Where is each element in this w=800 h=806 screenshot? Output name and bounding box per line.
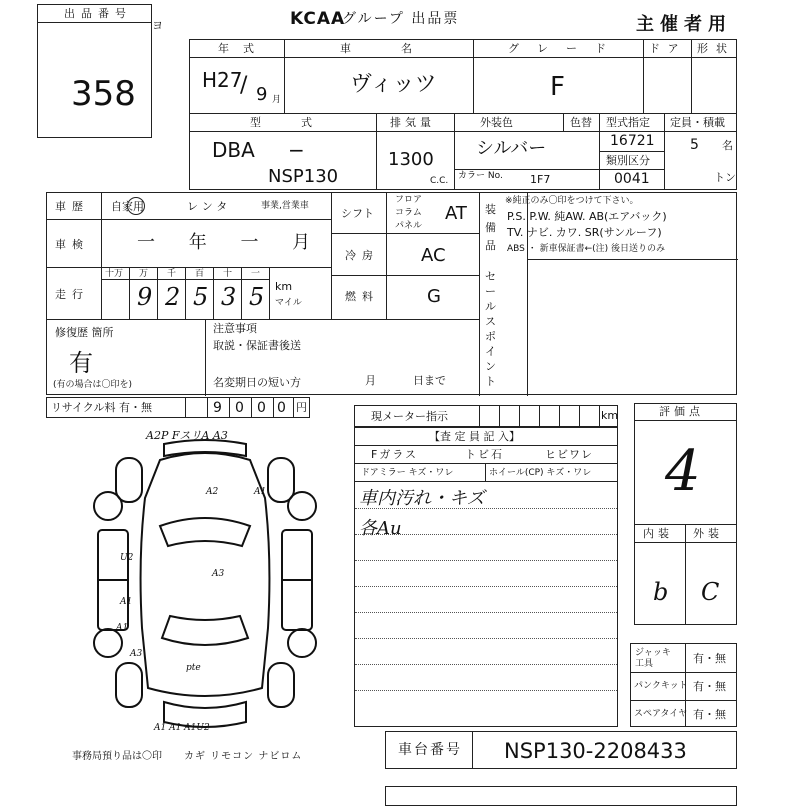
exterior-score: C bbox=[701, 578, 720, 606]
repair-note: (有の場合は〇印を) bbox=[53, 380, 133, 390]
ac-label: 冷房 bbox=[345, 249, 379, 262]
digit-label-3: 百 bbox=[195, 269, 205, 279]
score-label: 評価点 bbox=[659, 405, 704, 418]
digit-label-2: 千 bbox=[167, 269, 177, 279]
inspector-comment-2: 各Au bbox=[359, 518, 402, 539]
name-header: 車名 bbox=[340, 42, 462, 55]
inspector-mirror: ドアミラー キズ・ワレ bbox=[361, 468, 454, 478]
tool-spare-value: 有・無 bbox=[693, 708, 726, 721]
reg-change-label: 名変期日の短い方 bbox=[213, 376, 301, 389]
history-label: 車歴 bbox=[55, 200, 89, 213]
equipment-line-3: ABS ・ 新車保証書←(注) 後日送りのみ bbox=[507, 244, 666, 254]
car-diagram bbox=[90, 429, 320, 738]
history-own-use: 自家用 bbox=[111, 200, 144, 213]
history-business: 事業,営業車 bbox=[261, 201, 309, 211]
notes-value: 取説・保証書後送 bbox=[213, 339, 301, 352]
shift-label: シフト bbox=[341, 207, 374, 220]
model-era: H27 bbox=[202, 68, 243, 92]
class-no: 0041 bbox=[614, 171, 650, 187]
digit-label-1: 万 bbox=[139, 269, 149, 279]
fuel-value: G bbox=[427, 286, 441, 307]
meter-unit: km bbox=[601, 409, 619, 422]
exterior-label: 外装 bbox=[693, 527, 723, 540]
tool-punct-label: パンクキット bbox=[634, 681, 688, 691]
recycle-digit-1: 9 bbox=[213, 400, 222, 416]
interior-score: b bbox=[653, 578, 669, 606]
displacement-header: 排気量 bbox=[390, 116, 435, 129]
chassis-box bbox=[385, 731, 737, 769]
recycle-digit-4: 0 bbox=[277, 400, 286, 416]
equipment-line-2: TV. ナビ. カワ. SR(サンルーフ) bbox=[507, 226, 662, 239]
score-box bbox=[634, 403, 737, 625]
shift-panel: パネル bbox=[395, 221, 423, 231]
color-no: 1F7 bbox=[530, 173, 551, 186]
vehicle-row-2 bbox=[189, 113, 737, 190]
grade-value: F bbox=[550, 72, 565, 102]
notes-label: 注意事項 bbox=[213, 322, 257, 335]
door-header: ドア bbox=[649, 42, 687, 55]
form-title: グループ 出品票 bbox=[342, 11, 460, 27]
brand-logo: KCAA bbox=[290, 9, 346, 29]
shift-floor: フロア bbox=[395, 195, 423, 205]
damage-rear: pte bbox=[186, 663, 201, 673]
recycle-unit: 円 bbox=[296, 401, 307, 414]
damage-bottom: A1 A1 A1U2 bbox=[154, 723, 210, 733]
history-block bbox=[46, 192, 737, 395]
cc-unit: C.C. bbox=[430, 176, 449, 186]
recycle-fee-box bbox=[46, 397, 310, 418]
inspection-label: 車検 bbox=[55, 238, 89, 251]
sales-point-label: セールスポイント bbox=[485, 270, 496, 388]
month-unit: 月 bbox=[272, 95, 282, 105]
repair-label: 修復歴 箇所 bbox=[55, 326, 114, 339]
reg-day: 日まで bbox=[413, 374, 446, 387]
tool-spare-label: スペアタイヤ bbox=[634, 709, 688, 719]
km-unit: km bbox=[275, 280, 293, 293]
lot-side-char: ヨ bbox=[152, 19, 163, 32]
type-no: 16721 bbox=[610, 133, 655, 149]
damage-a3-left: A3 bbox=[130, 649, 143, 659]
damage-a1-left-2: A1 bbox=[116, 623, 129, 633]
mileage-digit-3: 5 bbox=[193, 283, 209, 311]
recycle-digit-3: 0 bbox=[257, 400, 266, 416]
organizer-label: 主催者用 bbox=[636, 14, 732, 35]
class-header: 類別区分 bbox=[606, 154, 650, 167]
meter-label: 現メーター指示 bbox=[371, 410, 448, 423]
mileage-label: 走行 bbox=[55, 288, 89, 301]
fuel-label: 燃料 bbox=[345, 290, 379, 303]
exterior-color: シルバー bbox=[476, 138, 547, 159]
equipment-note: ※純正のみ〇印をつけて下さい。 bbox=[505, 196, 639, 206]
damage-u2: U2 bbox=[120, 553, 134, 563]
tool-jack-label: ジャッキ 工具 bbox=[635, 648, 671, 669]
recycle-label: リサイクル料 有・無 bbox=[51, 401, 152, 414]
car-outline-icon bbox=[90, 438, 320, 738]
lot-number-label: 出品番号 bbox=[64, 7, 132, 20]
year-header: 年式 bbox=[218, 42, 268, 55]
damage-a1-left: A1 bbox=[120, 597, 133, 607]
inspector-comment-1: 車内汚れ・キズ bbox=[359, 488, 485, 509]
body-header: 形状 bbox=[697, 42, 735, 55]
damage-marks-top: A2P FスリA A3 bbox=[146, 429, 228, 442]
damage-a2: A2 bbox=[206, 487, 219, 497]
car-name: ヴィッツ bbox=[350, 72, 437, 97]
inspector-chip: トビ石 bbox=[465, 448, 504, 461]
mile-unit: マイル bbox=[275, 298, 302, 308]
chassis-label: 車台番号 bbox=[398, 742, 462, 758]
lot-number-box bbox=[37, 4, 152, 138]
chassis-number: NSP130-2208433 bbox=[504, 739, 687, 763]
inspector-title: 【査 定 員 記 入】 bbox=[429, 430, 520, 443]
model-dash: − bbox=[288, 138, 305, 162]
color-header: 外装色 bbox=[480, 116, 513, 129]
paint-change-header: 色替 bbox=[570, 116, 592, 129]
load-unit: トン bbox=[714, 171, 736, 184]
interior-label: 内装 bbox=[643, 527, 673, 540]
grade-header: グレード bbox=[508, 42, 624, 55]
year-slash: / bbox=[240, 73, 248, 98]
digit-label-4: 十 bbox=[223, 269, 233, 279]
model-month: 9 bbox=[256, 84, 268, 105]
tools-box bbox=[630, 643, 737, 727]
recycle-digit-2: 0 bbox=[235, 400, 244, 416]
equipment-line-1: P.S. P.W. 純AW. AB(エアバック) bbox=[507, 210, 667, 223]
damage-a1-top: A1 bbox=[254, 487, 267, 497]
tool-jack-value: 有・無 bbox=[693, 652, 726, 665]
model-code: NSP130 bbox=[268, 166, 339, 187]
shift-column: コラム bbox=[395, 208, 422, 218]
model-header: 型式 bbox=[250, 116, 352, 129]
mileage-digit-4: 3 bbox=[221, 283, 237, 311]
lot-number: 358 bbox=[71, 74, 136, 114]
office-label: 事務局預り品は〇印 bbox=[72, 751, 162, 762]
repair-value: 有 bbox=[69, 349, 93, 377]
displacement-value: 1300 bbox=[388, 149, 434, 170]
capacity-value: 5 bbox=[690, 137, 699, 153]
mileage-digit-2: 2 bbox=[165, 283, 181, 311]
inspection-value: 一 年 一 月 bbox=[137, 232, 325, 253]
reg-month: 月 bbox=[365, 374, 376, 387]
equipment-label: 装備品 bbox=[485, 203, 496, 252]
damage-a3: A3 bbox=[212, 569, 225, 579]
digit-label-5: 一 bbox=[251, 269, 261, 279]
type-no-header: 型式指定 bbox=[606, 116, 650, 129]
ac-value: AC bbox=[421, 245, 446, 266]
vehicle-row-1 bbox=[189, 39, 737, 114]
meter-box bbox=[354, 405, 618, 427]
inspector-crack: ヒビワレ bbox=[545, 448, 593, 461]
mileage-digit-1: 9 bbox=[137, 283, 153, 311]
model-prefix: DBA bbox=[212, 138, 255, 162]
inspector-glass: Fガラス bbox=[371, 448, 418, 461]
office-items: カギ リモコン ナビロム bbox=[184, 751, 303, 762]
bottom-partial-box bbox=[385, 786, 737, 806]
digit-label-0: 十万 bbox=[105, 269, 124, 279]
tool-punct-value: 有・無 bbox=[693, 680, 726, 693]
inspector-box bbox=[354, 427, 618, 727]
own-use-circle bbox=[127, 197, 145, 215]
history-rental: レンタ bbox=[187, 200, 232, 213]
shift-value: AT bbox=[445, 203, 467, 224]
score-value: 4 bbox=[665, 439, 701, 504]
color-no-label: カラー No. bbox=[458, 171, 503, 181]
capacity-header: 定員・積載 bbox=[670, 116, 725, 129]
mileage-digit-5: 5 bbox=[249, 283, 265, 311]
capacity-unit: 名 bbox=[722, 139, 733, 152]
inspector-wheel: ホイール(CP) キズ・ワレ bbox=[489, 468, 592, 478]
